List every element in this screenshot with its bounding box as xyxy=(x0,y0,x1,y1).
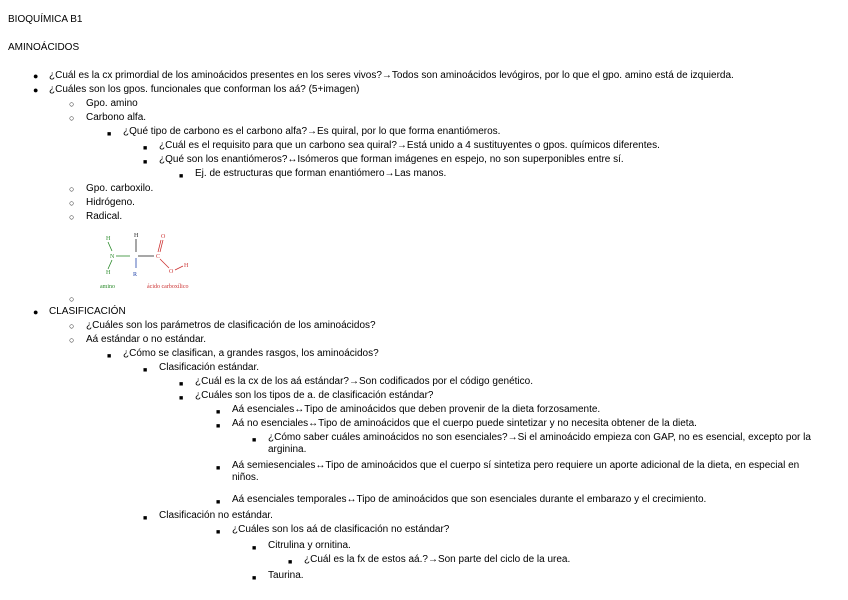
square-bullet-icon xyxy=(252,571,256,585)
square-bullet-icon xyxy=(179,377,183,391)
list-item: Aá esenciales↔Tipo de aminoácidos que deben provenir de la dieta forzosamente. xyxy=(232,404,601,415)
square-bullet-icon xyxy=(288,555,292,569)
list-item: Clasificación estándar. xyxy=(159,362,260,373)
bullet-icon xyxy=(33,306,38,318)
svg-text:O: O xyxy=(161,234,166,240)
list-item: ¿Cuáles son los tipos de a. de clasificación estándar? xyxy=(195,390,434,401)
square-bullet-icon xyxy=(216,405,220,419)
bullet-icon xyxy=(33,84,38,96)
square-bullet-icon xyxy=(252,433,256,447)
list-item: Gpo. carboxilo. xyxy=(86,183,154,194)
square-bullet-icon xyxy=(252,541,256,555)
svg-text:H: H xyxy=(184,263,189,269)
list-item: Aá semiesenciales↔Tipo de aminoácidos que el cuerpo sí sintetiza pero requiere un aporte adicional de la dieta, en especial en niños. xyxy=(232,460,800,483)
list-item: Hidrógeno. xyxy=(86,197,135,208)
list-item: ¿Cuál es la cx de los aá estándar?→Son codificados por el código genético. xyxy=(195,376,533,387)
section-heading: AMINOÁCIDOS xyxy=(8,42,80,53)
circle-bullet-icon xyxy=(69,211,74,223)
svg-text:O: O xyxy=(169,269,174,275)
list-item: Radical. xyxy=(86,211,123,222)
list-item: ¿Cuál es la fx de estos aá.?→Son parte del ciclo de la urea. xyxy=(304,554,571,565)
list-item: Taurina. xyxy=(268,570,304,581)
list-item: ¿Cuál es el requisito para que un carbono sea quiral?→Está unido a 4 sustituyentes o gpos. químicos diferentes. xyxy=(159,140,660,151)
amino-label: amino xyxy=(100,284,115,290)
list-item: ¿Cuáles son los parámetros de clasificación de los aminoácidos? xyxy=(86,320,376,331)
list-item: Citrulina y ornitina. xyxy=(268,540,351,551)
list-item: ¿Cuáles son los aá de clasificación no estándar? xyxy=(232,524,450,535)
circle-bullet-icon xyxy=(69,112,74,124)
amino-acid-structure-image xyxy=(94,228,214,292)
svg-text:H: H xyxy=(106,236,111,242)
list-item: Gpo. amino xyxy=(86,98,138,109)
list-item: Ej. de estructuras que forman enantiómero→Las manos. xyxy=(195,168,447,179)
svg-text:H: H xyxy=(134,233,139,239)
question-item: ¿Cuál es la cx primordial de los aminoácidos presentes en los seres vivos?→Todos son aminoácidos levógiros, por lo que el gpo. amino está de izquierda. xyxy=(49,70,734,81)
list-item: ¿Cómo se clasifican, a grandes rasgos, los aminoácidos? xyxy=(123,348,379,359)
list-item: Clasificación no estándar. xyxy=(159,510,273,521)
svg-text:R: R xyxy=(133,272,138,278)
section-heading: CLASIFICACIÓN xyxy=(49,306,126,317)
square-bullet-icon xyxy=(179,169,183,183)
circle-bullet-icon xyxy=(69,320,74,332)
list-item: ¿Qué tipo de carbono es el carbono alfa?→Es quiral, por lo que forma enantiómeros. xyxy=(123,126,501,137)
square-bullet-icon xyxy=(216,495,220,509)
square-bullet-icon xyxy=(216,525,220,539)
circle-bullet-icon xyxy=(69,183,74,195)
bullet-icon xyxy=(33,70,38,82)
svg-text:C: C xyxy=(156,254,161,260)
circle-bullet-icon xyxy=(69,98,74,110)
list-item: ¿Qué son los enantiómeros?↔Isómeros que forman imágenes en espejo, no son superponibles entre sí. xyxy=(159,154,624,165)
list-item: Carbono alfa. xyxy=(86,112,147,123)
square-bullet-icon xyxy=(143,511,147,525)
doc-title: BIOQUÍMICA B1 xyxy=(8,14,83,25)
square-bullet-icon xyxy=(107,127,111,141)
square-bullet-icon xyxy=(216,461,220,475)
circle-bullet-icon xyxy=(69,334,74,346)
list-item: ¿Cómo saber cuáles aminoácidos no son esenciales?→Si el aminoácido empieza con GAP, no es esencial, excepto por la arginina. xyxy=(268,432,811,455)
list-item: Aá no esenciales↔Tipo de aminoácidos que el cuerpo puede sintetizar y no necesita obtener de la dieta. xyxy=(232,418,697,429)
square-bullet-icon xyxy=(216,419,220,433)
circle-bullet-icon xyxy=(69,293,74,305)
list-item: Aá estándar o no estándar. xyxy=(86,334,207,345)
svg-text:N: N xyxy=(110,254,115,260)
carboxyl-label: ácido carboxílico xyxy=(147,284,189,290)
svg-text:H: H xyxy=(106,270,111,276)
square-bullet-icon xyxy=(143,155,147,169)
square-bullet-icon xyxy=(143,141,147,155)
square-bullet-icon xyxy=(143,363,147,377)
question-item: ¿Cuáles son los gpos. funcionales que conforman los aá? (5+imagen) xyxy=(49,84,360,95)
circle-bullet-icon xyxy=(69,197,74,209)
list-item: Aá esenciales temporales↔Tipo de aminoácidos que son esenciales durante el embarazo y el crecimiento. xyxy=(232,494,707,505)
square-bullet-icon xyxy=(107,349,111,363)
square-bullet-icon xyxy=(179,391,183,405)
